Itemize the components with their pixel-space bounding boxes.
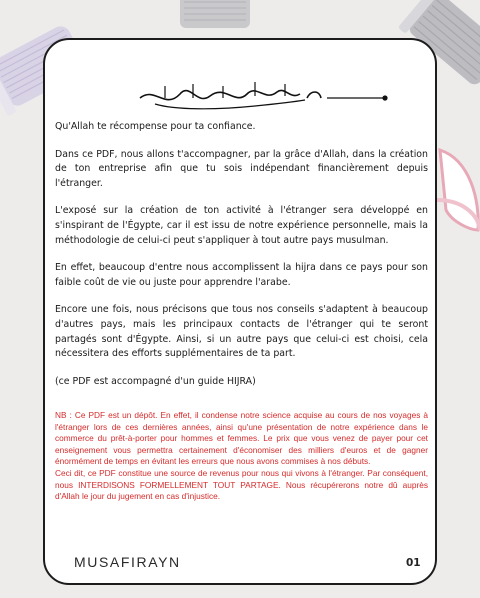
warning-note: [55, 410, 428, 503]
paragraph: En effet, beaucoup d'entre nous accomplissent la hijra dans ce pays pour son faible coût de vie ou juste pour apprendre l'arabe.: [55, 262, 428, 288]
warning-note-part2: Ceci dit, ce PDF constitue une source de revenus pour nous qui vivons à l'étranger. Par conséquent, nous INTERDISONS FORMELLEMENT TOUT PARTAGE. Nous récupérerons notre dû auprès d'Allah le jour du jugement en cas d'injustice.: [55, 467, 428, 502]
page-number: 01: [406, 557, 421, 569]
thread-spool-top-icon: [180, 0, 250, 28]
paragraph-guide-note: (ce PDF est accompagné d'un guide HIJRA): [55, 375, 256, 387]
basmala-calligraphy: [135, 76, 395, 116]
paragraph: L'exposé sur la création de ton activité à l'étranger sera développé en s'inspirant de l'Égypte, car il est issu de notre expérience personnelle, mais la méthodologie de celui-ci peut s'appliquer à tout autre pays musulman.: [55, 205, 428, 246]
paragraph: Qu'Allah te récompense pour ta confiance.: [55, 121, 256, 132]
brand-name: MUSAFIRAYN: [74, 554, 181, 570]
warning-note-part1: NB : Ce PDF est un dépôt. En effet, il condense notre science acquise au cours de nos voyages à l'étranger lors de ces dernières années, ainsi qu'une présentation de notre expérience dans le commerce du prêt-à-porter pour hommes et femmes. Le prix que vous venez de payer pour cet enseignement vous permettra certainement d'économiser des milliers d'euros et de gagner énormément de temps en évitant les erreurs que nous avons commises à nos débuts.: [55, 410, 428, 467]
document-card: [43, 38, 437, 585]
paragraph: Encore une fois, nous précisons que tous nos conseils s'adaptent à beaucoup d'autres pays, mais les principaux contacts de l'étranger qui te seront partagés sont d'Égypte. Ainsi, si un autre pays que celui-ci est choisi, cela nécessitera des efforts supplémentaires de ta part.: [55, 304, 428, 360]
paragraph: Dans ce PDF, nous allons t'accompagner, par la grâce d'Allah, dans la création de ton entreprise afin que tu sois indépendant financièrement depuis l'étranger.: [55, 148, 428, 189]
scissors-icon: [437, 150, 480, 230]
body-text: [55, 120, 428, 397]
